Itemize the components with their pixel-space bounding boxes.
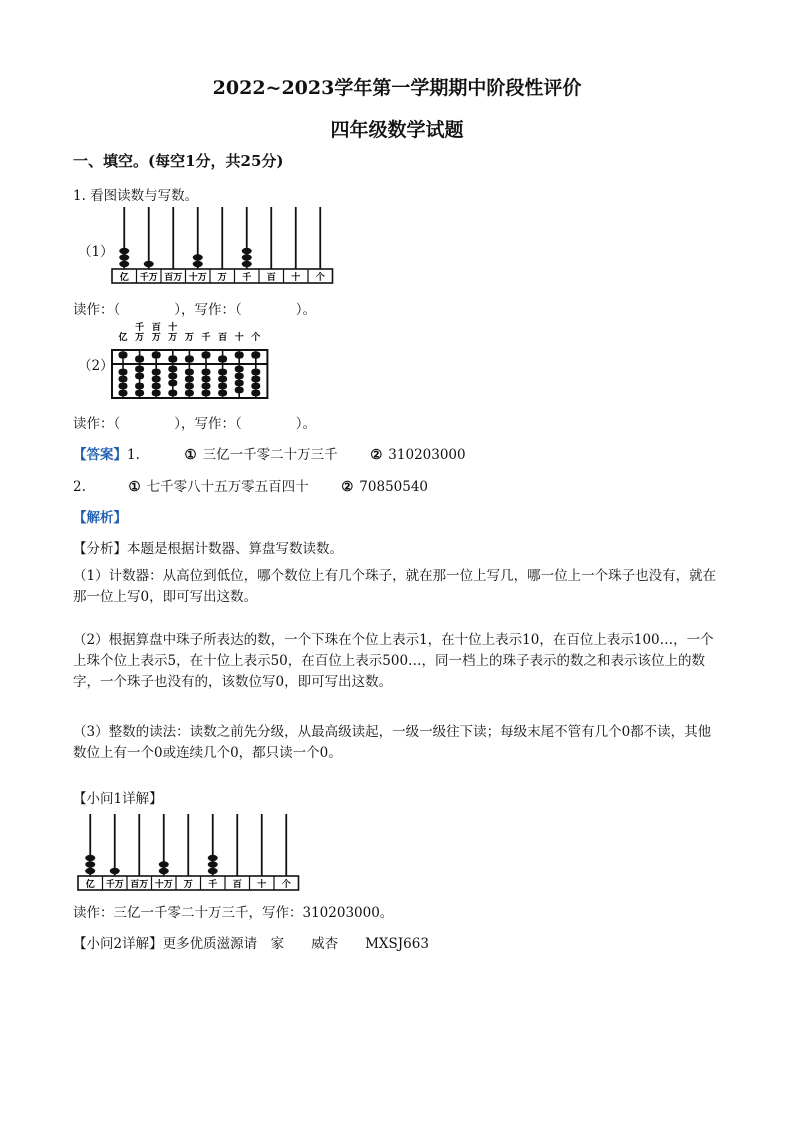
counter-label: 千万	[105, 880, 124, 890]
analysis-paragraph-1: （1）计数器：从高位到低位，哪个数位上有几个珠子，就在那一位上写几，哪一位上一个珠子也没有，就在那一位上写0，即可写出这数。	[73, 568, 717, 605]
answer-num-1: 1.	[127, 447, 140, 463]
abacus-lower-bead	[202, 383, 211, 389]
question-1: 1. 看图读数与写数。	[73, 188, 199, 204]
abacus-lower-bead	[168, 380, 177, 386]
counter-bead	[119, 261, 129, 267]
answer-reading-2: 七千零八十五万零五百四十	[146, 479, 309, 495]
counter-bead	[208, 855, 218, 861]
circle-number: ②	[370, 447, 383, 463]
abacus-lower-bead	[251, 369, 260, 375]
counter-label: 十	[257, 880, 267, 890]
abacus-lower-bead	[251, 390, 260, 396]
counter-label: 百万	[130, 880, 149, 890]
abacus-upper-bead	[185, 356, 194, 363]
abacus-lower-bead	[218, 369, 227, 375]
sub-question-label-1: （1）	[78, 244, 114, 260]
counter-label: 亿	[119, 273, 129, 283]
abacus-upper-bead	[235, 352, 244, 359]
abacus-lower-bead	[119, 390, 128, 396]
abacus-label: 万	[135, 333, 145, 343]
analysis-paragraph-2: （2）根据算盘中珠子所表达的数，一个下珠在个位上表示1，在十位上表示10，在百位上表示100…，一个上珠个位上表示5，在十位上表示50，在百位上表示500…，同一档上的珠子表示的数之和表示该位上的数字，一个珠子也没有的，该数位写0，即可写出这数。	[73, 632, 714, 690]
counter-label: 个	[281, 880, 291, 890]
abacus-upper-bead	[251, 352, 260, 359]
abacus-lower-bead	[218, 390, 227, 396]
abacus-label: 十	[234, 333, 244, 343]
abacus-lower-bead	[168, 373, 177, 379]
abacus-lower-bead	[202, 376, 211, 382]
abacus-lower-bead	[235, 366, 244, 372]
abacus-lower-bead	[152, 376, 161, 382]
abacus-lower-bead	[135, 390, 144, 396]
answer-reading-1: 三亿一千零二十万三千	[202, 447, 338, 463]
detail-2-heading: 【小问2详解】更多优质滋源请 家 威杏 MXSJ663	[73, 936, 429, 952]
abacus-lower-bead	[251, 376, 260, 382]
counter-bead	[193, 254, 203, 260]
counter-bead	[242, 248, 252, 254]
abacus-label: 十	[168, 323, 178, 333]
abacus-upper-bead	[168, 356, 177, 363]
counter-label: 十万	[154, 880, 173, 890]
counter-bead	[242, 261, 252, 267]
abacus-lower-bead	[218, 383, 227, 389]
abacus-lower-bead	[152, 390, 161, 396]
abacus-upper-bead	[202, 352, 211, 359]
answer-written-1: 310203000	[388, 447, 466, 463]
abacus-lower-bead	[119, 376, 128, 382]
counter-label: 个	[315, 273, 325, 283]
counter-label: 千	[242, 273, 252, 283]
abacus	[112, 322, 282, 407]
analysis-paragraph-3: （3）整数的读法：读数之前先分级，从最高级读起，一级一级往下读；每级末尾不管有几个0都不读，其他数位上有一个0或连续几个0，都只读一个0。	[73, 724, 712, 761]
counter-bead	[85, 855, 95, 861]
abacus-lower-bead	[119, 369, 128, 375]
counter-bead	[119, 254, 129, 260]
abacus-lower-bead	[235, 380, 244, 386]
counter-label: 十万	[188, 273, 207, 283]
abacus-label: 个	[251, 333, 261, 343]
abacus-lower-bead	[135, 383, 144, 389]
counter-bead	[85, 868, 95, 874]
answer-num-2: 2.	[73, 479, 86, 495]
counter-label: 千万	[139, 273, 158, 283]
counter-frame-1	[110, 205, 340, 290]
abacus-lower-bead	[135, 366, 144, 372]
counter-bead	[144, 261, 154, 267]
circle-number: ①	[184, 447, 197, 463]
detail-1-answer: 读作：三亿一千零二十万三千，写作：310203000。	[73, 905, 394, 921]
abacus-lower-bead	[202, 390, 211, 396]
counter-bead	[193, 261, 203, 267]
abacus-lower-bead	[168, 366, 177, 372]
abacus-lower-bead	[202, 369, 211, 375]
answer-line-2	[73, 475, 428, 495]
counter-label: 亿	[85, 880, 95, 890]
abacus-lower-bead	[218, 376, 227, 382]
abacus-label: 万	[184, 333, 194, 343]
abacus-lower-bead	[235, 387, 244, 393]
sub-question-label-2: （2）	[78, 358, 114, 374]
counter-label: 百	[232, 880, 242, 890]
counter-frame-2	[76, 812, 306, 897]
abacus-lower-bead	[152, 383, 161, 389]
abacus-lower-bead	[168, 390, 177, 396]
answer-line-1	[73, 443, 466, 463]
circle-number: ②	[341, 479, 354, 495]
counter-bead	[242, 254, 252, 260]
answer-tag: 【答案】	[73, 447, 127, 463]
abacus-lower-bead	[185, 383, 194, 389]
counter-bead	[119, 248, 129, 254]
abacus-upper-bead	[119, 352, 128, 359]
abacus-label: 百	[151, 323, 161, 333]
abacus-lower-bead	[251, 383, 260, 389]
counter-label: 百	[266, 273, 276, 283]
abacus-label: 亿	[118, 333, 128, 343]
abacus-upper-bead	[218, 356, 227, 363]
counter-bead	[208, 868, 218, 874]
answer-blank-line-1: 读作：（ ），写作：（ ）。	[73, 302, 316, 318]
abacus-label: 万	[151, 333, 161, 343]
counter-label: 十	[291, 273, 301, 283]
counter-label: 千	[208, 880, 218, 890]
counter-bead	[159, 861, 169, 867]
abacus-lower-bead	[152, 369, 161, 375]
analysis-summary: 【分析】本题是根据计数器、算盘写数读数。	[73, 541, 343, 557]
analysis-tag: 【解析】	[73, 510, 127, 526]
abacus-lower-bead	[185, 369, 194, 375]
counter-label: 百万	[164, 273, 183, 283]
answer-written-2: 70850540	[359, 479, 429, 495]
abacus-label: 千	[201, 333, 211, 343]
abacus-lower-bead	[235, 373, 244, 379]
page-title: 2022~2023学年第一学期期中阶段性评价	[212, 77, 582, 99]
counter-bead	[85, 861, 95, 867]
counter-label: 万	[183, 880, 193, 890]
section-heading: 一、填空。(每空1分，共25分)	[73, 152, 284, 170]
abacus-lower-bead	[185, 376, 194, 382]
abacus-lower-bead	[119, 383, 128, 389]
counter-label: 万	[217, 273, 227, 283]
abacus-lower-bead	[135, 373, 144, 379]
abacus-label: 百	[218, 333, 228, 343]
answer-blank-line-2: 读作：（ ），写作：（ ）。	[73, 416, 316, 432]
counter-bead	[159, 868, 169, 874]
abacus-upper-bead	[152, 352, 161, 359]
page-subtitle: 四年级数学试题	[330, 119, 464, 141]
abacus-label: 千	[135, 323, 145, 333]
abacus-label: 万	[168, 333, 178, 343]
detail-1-heading: 【小问1详解】	[73, 791, 163, 807]
circle-number: ①	[128, 479, 141, 495]
abacus-upper-bead	[135, 356, 144, 363]
abacus-lower-bead	[185, 390, 194, 396]
counter-bead	[110, 868, 120, 874]
counter-bead	[208, 861, 218, 867]
